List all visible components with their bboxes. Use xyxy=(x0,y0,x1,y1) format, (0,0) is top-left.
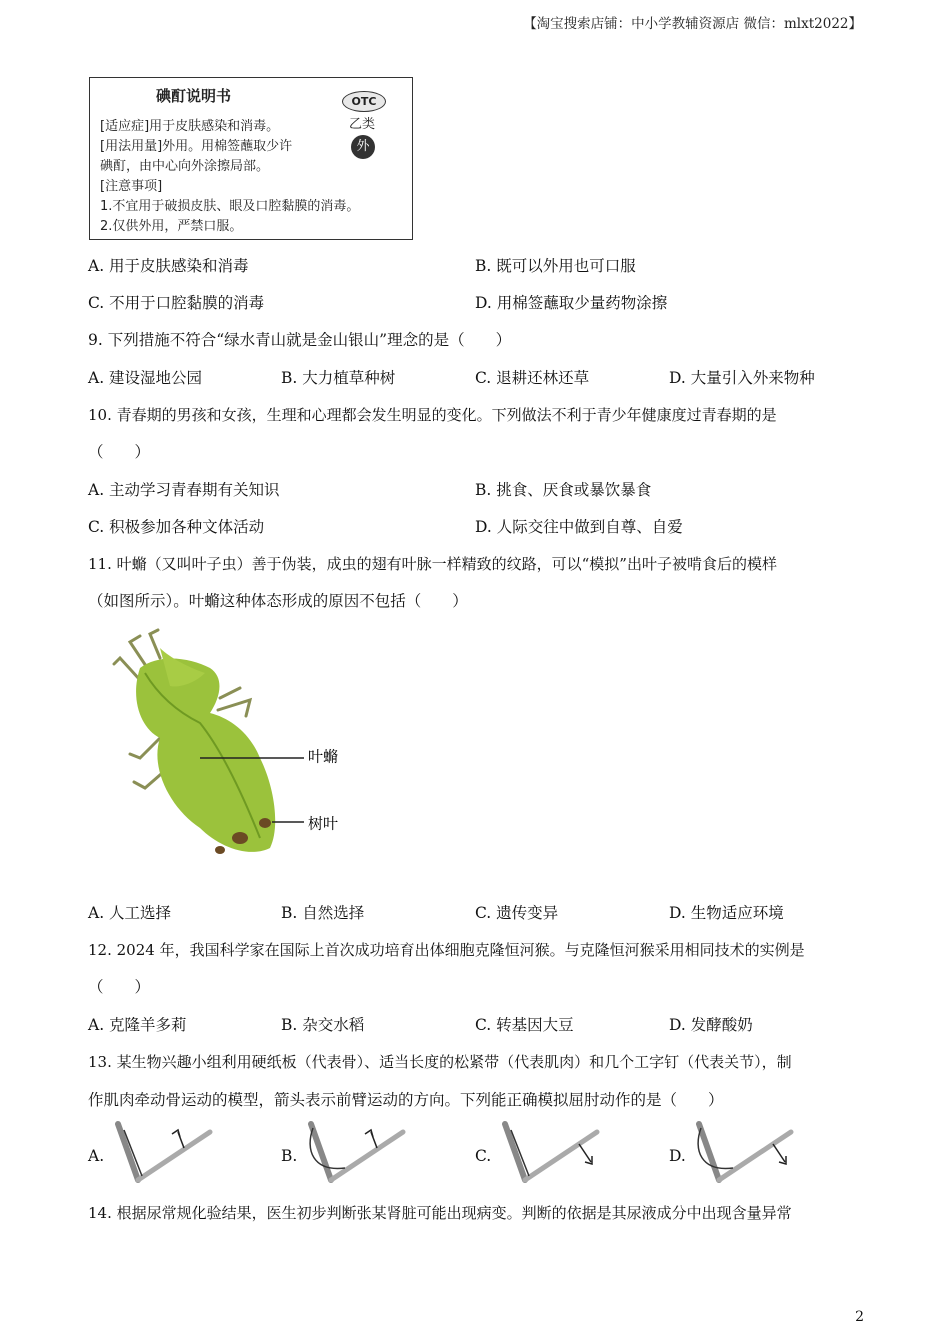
label-leaf: 树叶 xyxy=(308,814,339,833)
iodine-leaflet xyxy=(89,77,413,240)
q12-option-d: D. 发酵酸奶 xyxy=(669,1016,753,1034)
label-leaf-insect: 叶䗛 xyxy=(308,747,339,766)
q8-option-c: C. 不用于口腔黏膜的消毒 xyxy=(88,294,265,312)
q8-option-d: D. 用棉签蘸取少量药物涂擦 xyxy=(475,294,668,312)
q11-stem: 11. 叶䗛（又叫叶子虫）善于伪装，成虫的翅有叶脉一样精致的纹路，可以“模拟”出叶子被啃食后的模样 xyxy=(88,555,777,573)
leaflet-line: [注意事项] xyxy=(100,179,163,194)
q10-option-a: A. 主动学习青春期有关知识 xyxy=(88,481,280,499)
arm-model-a-icon xyxy=(118,1124,210,1180)
arm-model-b-icon xyxy=(310,1124,403,1180)
leaflet-line: [用法用量]外用。用棉签蘸取少许 xyxy=(100,139,293,154)
q13-option-c: C. xyxy=(475,1147,492,1165)
page-header: 【淘宝搜索店铺：中小学教辅资源店 微信：mlxt2022】 xyxy=(523,16,862,32)
q9-option-c: C. 退耕还林还草 xyxy=(475,369,590,387)
leaflet-line: 2.仅供外用，严禁口服。 xyxy=(100,219,243,234)
q9-option-d: D. 大量引入外来物种 xyxy=(669,369,815,387)
q13-stem: 13. 某生物兴趣小组利用硬纸板（代表骨）、适当长度的松紧带（代表肌肉）和几个工字钉（代表关节），制 xyxy=(88,1053,792,1071)
q11-stem-cont: （如图所示）。叶䗛这种体态形成的原因不包括（ ） xyxy=(88,592,468,610)
q13-option-a-figure xyxy=(112,1120,216,1190)
q12-stem: 12. 2024 年，我国科学家在国际上首次成功培育出体细胞克隆恒河猴。与克隆恒河猴采用相同技术的实例是 xyxy=(88,941,805,959)
otc-badge: OTC xyxy=(342,91,386,112)
q12-stem-cont: （ ） xyxy=(88,978,151,996)
q9-stem: 9. 下列措施不符合“绿水青山就是金山银山”理念的是（ ） xyxy=(88,331,512,349)
q12-option-c: C. 转基因大豆 xyxy=(475,1016,574,1034)
leaflet-line: [适应症]用于皮肤感染和消毒。 xyxy=(100,119,280,134)
leaflet-title: 碘酊说明书 xyxy=(156,87,232,105)
q13-option-b-figure xyxy=(305,1120,409,1190)
arm-model-d-icon xyxy=(698,1124,791,1180)
leaflet-line: 碘酊，由中心向外涂擦局部。 xyxy=(100,159,270,174)
q13-option-d: D. xyxy=(669,1147,686,1165)
otc-class: 乙类 xyxy=(349,117,376,132)
external-use-badge: 外 xyxy=(351,135,375,159)
q10-stem: 10. 青春期的男孩和女孩，生理和心理都会发生明显的变化。下列做法不利于青少年健康度过青春期的是 xyxy=(88,406,777,424)
q13-stem-cont: 作肌肉牵动骨运动的模型，箭头表示前臂运动的方向。下列能正确模拟屈肘动作的是（ ） xyxy=(88,1091,724,1109)
q13-option-d-figure xyxy=(693,1120,797,1190)
q12-option-a: A. 克隆羊多莉 xyxy=(88,1016,187,1034)
q14-stem: 14. 根据尿常规化验结果，医生初步判断张某肾脏可能出现病变。判断的依据是其尿液成分中出现含量异常 xyxy=(88,1204,792,1222)
q11-option-d: D. 生物适应环境 xyxy=(669,904,784,922)
q11-option-c: C. 遗传变异 xyxy=(475,904,559,922)
q10-option-c: C. 积极参加各种文体活动 xyxy=(88,518,265,536)
q13-option-a: A. xyxy=(88,1147,105,1165)
q10-option-b: B. 挑食、厌食或暴饮暴食 xyxy=(475,481,652,499)
q12-option-b: B. 杂交水稻 xyxy=(281,1016,365,1034)
q9-option-b: B. 大力植草种树 xyxy=(281,369,396,387)
q8-option-b: B. 既可以外用也可口服 xyxy=(475,257,636,275)
leaf-insect-icon xyxy=(114,630,304,854)
q13-option-b: B. xyxy=(281,1147,298,1165)
leaflet-line: 1.不宜用于破损皮肤、眼及口腔黏膜的消毒。 xyxy=(100,199,360,214)
q8-option-a: A. 用于皮肤感染和消毒 xyxy=(88,257,249,275)
leaf-insect-figure xyxy=(100,628,380,868)
q10-option-d: D. 人际交往中做到自尊、自爱 xyxy=(475,518,683,536)
page-number: 2 xyxy=(855,1309,864,1325)
q10-stem-cont: （ ） xyxy=(88,443,151,461)
q11-option-b: B. 自然选择 xyxy=(281,904,365,922)
q9-option-a: A. 建设湿地公园 xyxy=(88,369,203,387)
q11-option-a: A. 人工选择 xyxy=(88,904,172,922)
arm-model-c-icon xyxy=(505,1124,597,1180)
q13-option-c-figure xyxy=(499,1120,603,1190)
